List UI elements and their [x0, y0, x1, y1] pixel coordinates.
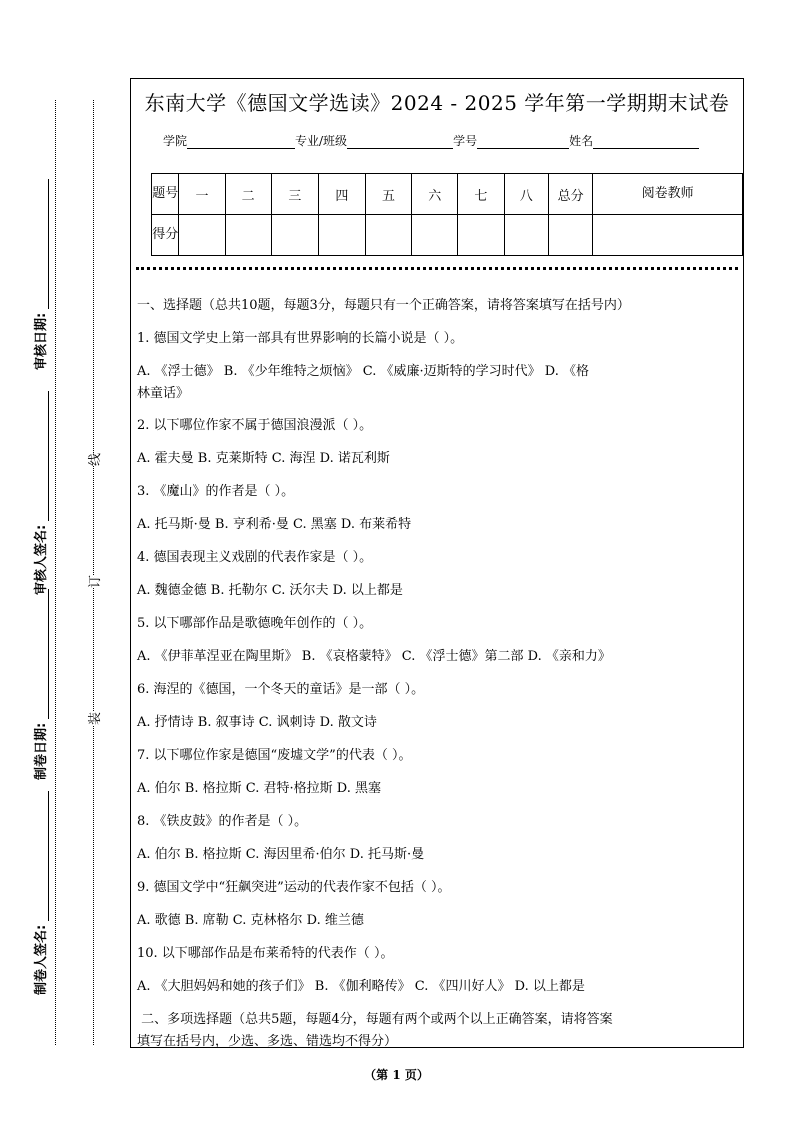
options-1-cont: 林童话》 [137, 386, 190, 401]
options-6: A. 抒情诗 B. 叙事诗 C. 讽刺诗 D. 散文诗 [137, 715, 377, 730]
page-number: （第 1 页） [364, 1068, 429, 1082]
question-7: 7. 以下哪位作家是德国“废墟文学”的代表（ ）。 [137, 748, 412, 763]
name-label: 姓名 [569, 134, 594, 148]
college-input[interactable] [187, 136, 295, 149]
section1-heading: 一、选择题（总共10题，每题3分，每题只有一个正确答案，请将答案填写在括号内） [137, 298, 630, 313]
reviewer-signature-field[interactable]: 审核人签名: [30, 391, 49, 595]
question-6: 6. 海涅的《德国，一个冬天的童话》是一部（ ）。 [137, 682, 425, 697]
options-2: A. 霍夫曼 B. 克莱斯特 C. 海涅 D. 诺瓦利斯 [137, 451, 390, 466]
options-7: A. 伯尔 B. 格拉斯 C. 君特·格拉斯 D. 黑塞 [137, 781, 381, 796]
score-cell[interactable] [225, 215, 271, 256]
review-date-field[interactable]: 审核日期: [30, 179, 49, 370]
grader-head: 阅卷教师 [593, 174, 743, 215]
name-input[interactable] [593, 136, 699, 149]
question-2: 2. 以下哪位作家不属于德国浪漫派（ ）。 [137, 418, 373, 433]
options-9: A. 歌德 B. 席勒 C. 克林格尔 D. 维兰德 [137, 913, 364, 928]
cut-word-line: 线 [82, 453, 105, 466]
question-1: 1. 德国文学史上第一部具有世界影响的长篇小说是（ ）。 [137, 331, 464, 346]
question-9: 9. 德国文学中“狂飙突进”运动的代表作家不包括（ ）。 [137, 880, 451, 895]
options-4: A. 魏德金德 B. 托勒尔 C. 沃尔夫 D. 以上都是 [137, 583, 403, 598]
question-5: 5. 以下哪部作品是歌德晚年创作的（ ）。 [137, 616, 373, 631]
cut-word-staple: 装 [82, 712, 105, 725]
paper-maker-signature-field[interactable]: 制卷人签名: [30, 791, 49, 995]
score-cell[interactable] [458, 215, 504, 256]
college-label: 学院 [163, 134, 188, 148]
score-cell[interactable] [179, 215, 225, 256]
score-table: 题号 一 二 三 四 五 六 七 八 总分 阅卷教师 得分 [151, 173, 743, 256]
score-cell[interactable] [271, 215, 318, 256]
student-id-label: 学号 [453, 134, 478, 148]
binding-margin [0, 0, 120, 1122]
question-3: 3. 《魔山》的作者是（ ）。 [137, 484, 295, 499]
score-head-label: 题号 [152, 174, 179, 215]
major-input[interactable] [347, 136, 453, 149]
score-cell[interactable] [412, 215, 458, 256]
options-1: A. 《浮士德》 B. 《少年维特之烦恼》 C. 《威廉·迈斯特的学习时代》 D. 《格 [137, 364, 589, 379]
score-cell[interactable] [365, 215, 411, 256]
options-3: A. 托马斯·曼 B. 亨利希·曼 C. 黑塞 D. 布莱希特 [137, 517, 412, 532]
dotted-line-outer [55, 100, 56, 1045]
options-8: A. 伯尔 B. 格拉斯 C. 海因里希·伯尔 D. 托马斯·曼 [137, 847, 425, 862]
student-info-row [163, 132, 699, 149]
score-cell[interactable] [504, 215, 548, 256]
score-cell[interactable] [318, 215, 365, 256]
exam-body [137, 289, 741, 1053]
dotted-separator [136, 267, 738, 270]
exam-frame [130, 78, 744, 1048]
total-score-cell[interactable] [548, 215, 592, 256]
dotted-line-inner [93, 100, 94, 1045]
options-5: A. 《伊菲革涅亚在陶里斯》 B. 《哀格蒙特》 C. 《浮士德》第二部 D. 《亲和力》 [137, 649, 611, 664]
grader-cell[interactable] [593, 215, 743, 256]
paper-date-field[interactable]: 制卷日期: [30, 589, 49, 780]
score-row-label: 得分 [152, 215, 179, 256]
question-4: 4. 德国表现主义戏剧的代表作家是（ ）。 [137, 550, 373, 565]
student-id-input[interactable] [477, 136, 569, 149]
cut-word-bind: 订 [82, 575, 105, 588]
section2-heading: 二、多项选择题（总共5题，每题4分，每题有两个或两个以上正确答案，请将答案 [137, 1012, 613, 1027]
major-label: 专业/班级 [295, 134, 348, 148]
question-10: 10. 以下哪部作品是布莱希特的代表作（ ）。 [137, 946, 394, 961]
exam-title: 东南大学《德国文学选读》2024 - 2025 学年第一学期期末试卷 [144, 91, 730, 115]
options-10: A. 《大胆妈妈和她的孩子们》 B. 《伽利略传》 C. 《四川好人》 D. 以上都是 [137, 979, 585, 994]
section2-heading-cont: 填写在括号内，少选、多选、错选均不得分） [137, 1034, 398, 1049]
question-8: 8. 《铁皮鼓》的作者是（ ）。 [137, 814, 308, 829]
